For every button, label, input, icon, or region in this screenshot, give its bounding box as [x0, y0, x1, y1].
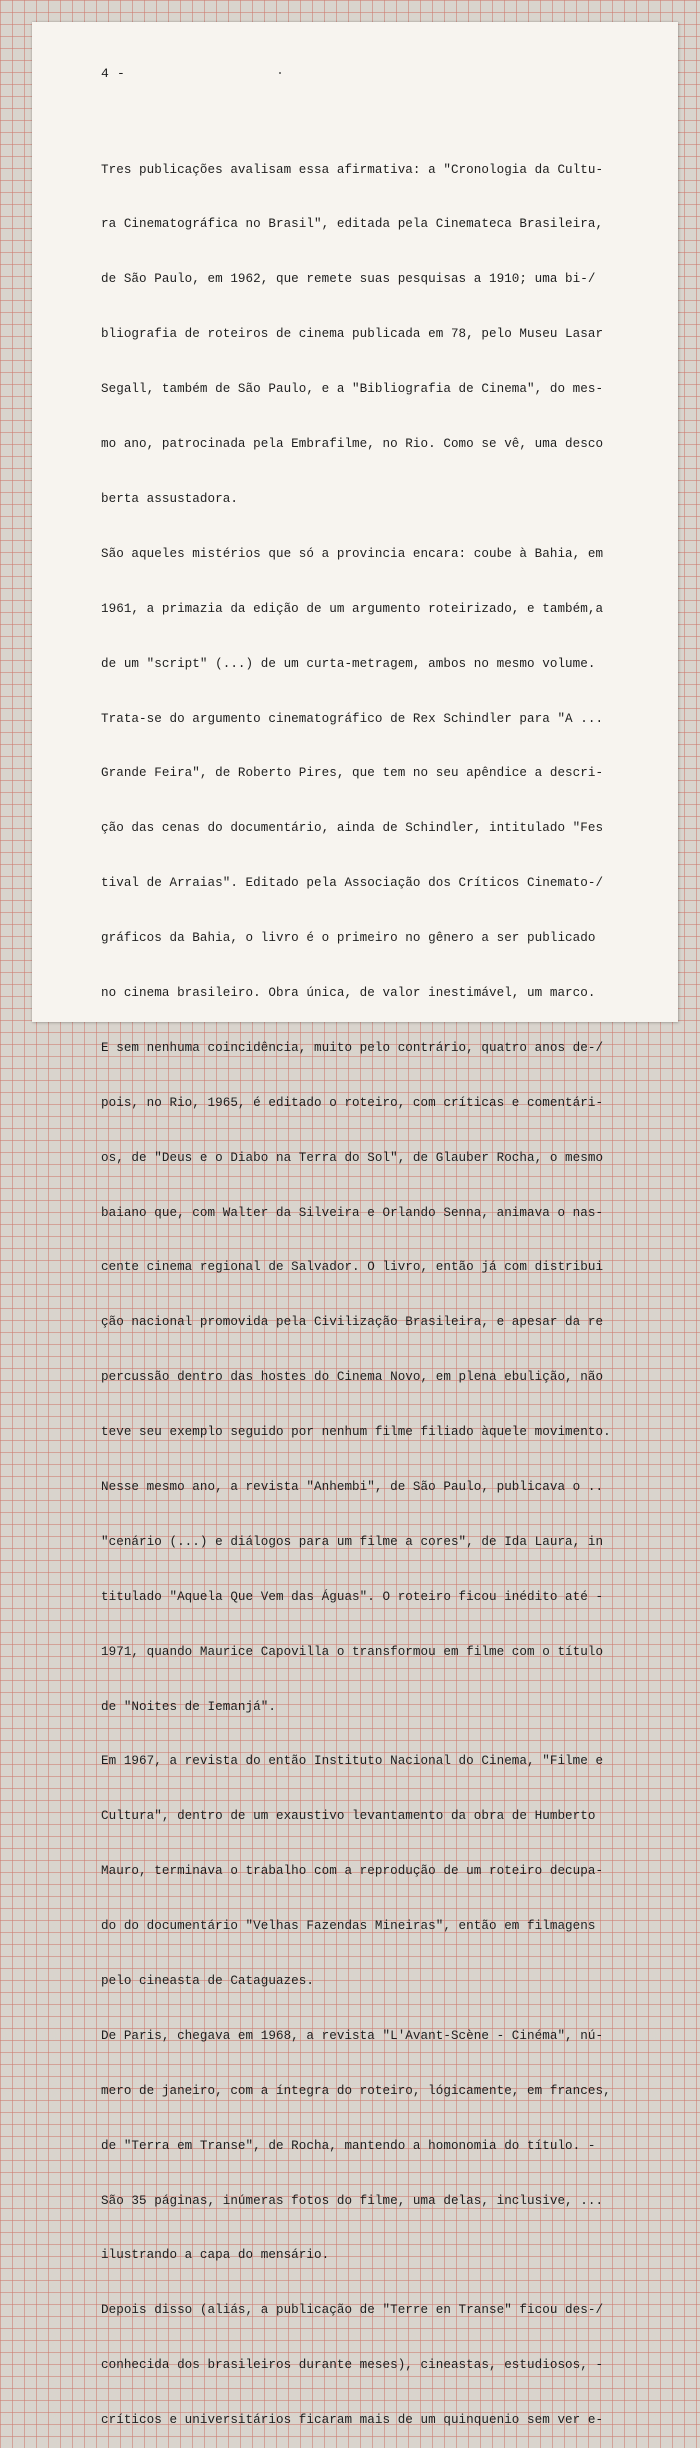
text-line: Cultura", dentro de um exaustivo levantamento da obra de Humberto [101, 1809, 596, 1824]
text-line: pois, no Rio, 1965, é editado o roteiro, com críticas e comentári- [101, 1095, 604, 1110]
text-line: titulado "Aquela Que Vem das Águas". O roteiro ficou inédito até - [101, 1589, 604, 1604]
text-line: ra Cinematográfica no Brasil", editada pela Cinemateca Brasileira, [101, 217, 604, 232]
text-line: cente cinema regional de Salvador. O livro, então já com distribui [101, 1260, 604, 1275]
text-line: de "Noites de Iemanjá". [101, 1699, 276, 1714]
text-line: "cenário (...) e diálogos para um filme a cores", de Ida Laura, in [101, 1534, 604, 1549]
text-line: mero de janeiro, com a íntegra do roteiro, lógicamente, em frances, [101, 2083, 611, 2098]
text-line: ção das cenas do documentário, ainda de Schindler, intitulado "Fes [101, 821, 604, 836]
text-line: de "Terra em Transe", de Rocha, mantendo a homonomia do título. - [101, 2138, 596, 2153]
text-line: Em 1967, a revista do então Instituto Nacional do Cinema, "Filme e [101, 1754, 604, 1769]
text-line: tival de Arraias". Editado pela Associação dos Críticos Cinemato-/ [101, 876, 604, 891]
text-line: Segall, também de São Paulo, e a "Bibliografia de Cinema", do mes- [101, 382, 604, 397]
text-line: Nesse mesmo ano, a revista "Anhembi", de São Paulo, publicava o .. [101, 1479, 604, 1494]
text-line: de São Paulo, em 1962, que remete suas pesquisas a 1910; uma bi-/ [101, 272, 596, 287]
text-line: 1961, a primazia da edição de um argumento roteirizado, e também,a [101, 601, 604, 616]
text-line: teve seu exemplo seguido por nenhum filme filiado àquele movimento. [101, 1425, 611, 1440]
text-line: 1971, quando Maurice Capovilla o transformou em filme com o título [101, 1644, 604, 1659]
text-line: conhecida dos brasileiros durante meses), cineastas, estudiosos, - [101, 2358, 604, 2373]
text-line: do do documentário "Velhas Fazendas Mineiras", então em filmagens [101, 1919, 596, 1934]
text-line: De Paris, chegava em 1968, a revista "L'Avant-Scène - Cinéma", nú- [101, 2028, 604, 2043]
text-line: São 35 páginas, inúmeras fotos do filme, uma delas, inclusive, ... [101, 2193, 604, 2208]
text-line: Grande Feira", de Roberto Pires, que tem no seu apêndice a descri- [101, 766, 604, 781]
text-line: ção nacional promovida pela Civilização Brasileira, e apesar da re [101, 1315, 604, 1330]
text-line: ilustrando a capa do mensário. [101, 2248, 330, 2263]
text-line: mo ano, patrocinada pela Embrafilme, no Rio. Como se vê, uma desco [101, 437, 604, 452]
text-line: E sem nenhuma coincidência, muito pelo contrário, quatro anos de-/ [101, 1040, 604, 1055]
body-text [101, 124, 646, 2448]
speck-mark [279, 72, 281, 74]
text-line: berta assustadora. [101, 491, 238, 506]
text-line: percussão dentro das hostes do Cinema Novo, em plena ebulição, não [101, 1370, 604, 1385]
text-line: Depois disso (aliás, a publicação de "Terre en Transe" ficou des-/ [101, 2303, 604, 2318]
text-line: Trata-se do argumento cinematográfico de Rex Schindler para "A ... [101, 711, 604, 726]
text-line: Mauro, terminava o trabalho com a reprodução de um roteiro decupa- [101, 1864, 604, 1879]
text-line: pelo cineasta de Cataguazes. [101, 1973, 315, 1988]
text-line: de um "script" (...) de um curta-metragem, ambos no mesmo volume. [101, 656, 596, 671]
text-line: bliografia de roteiros de cinema publicada em 78, pelo Museu Lasar [101, 327, 604, 342]
text-line: gráficos da Bahia, o livro é o primeiro no gênero a ser publicado [101, 931, 596, 946]
text-line: Tres publicações avalisam essa afirmativa: a "Cronologia da Cultu- [101, 162, 604, 177]
text-line: São aqueles mistérios que só a provincia encara: coube à Bahia, em [101, 546, 604, 561]
text-line: baiano que, com Walter da Silveira e Orlando Senna, animava o nas- [101, 1205, 604, 1220]
page-number: 4 - [101, 66, 126, 81]
text-line: críticos e universitários ficaram mais de um quinquenio sem ver e- [101, 2413, 604, 2428]
text-line: os, de "Deus e o Diabo na Terra do Sol", de Glauber Rocha, o mesmo [101, 1150, 604, 1165]
text-line: no cinema brasileiro. Obra única, de valor inestimável, um marco. [101, 985, 596, 1000]
